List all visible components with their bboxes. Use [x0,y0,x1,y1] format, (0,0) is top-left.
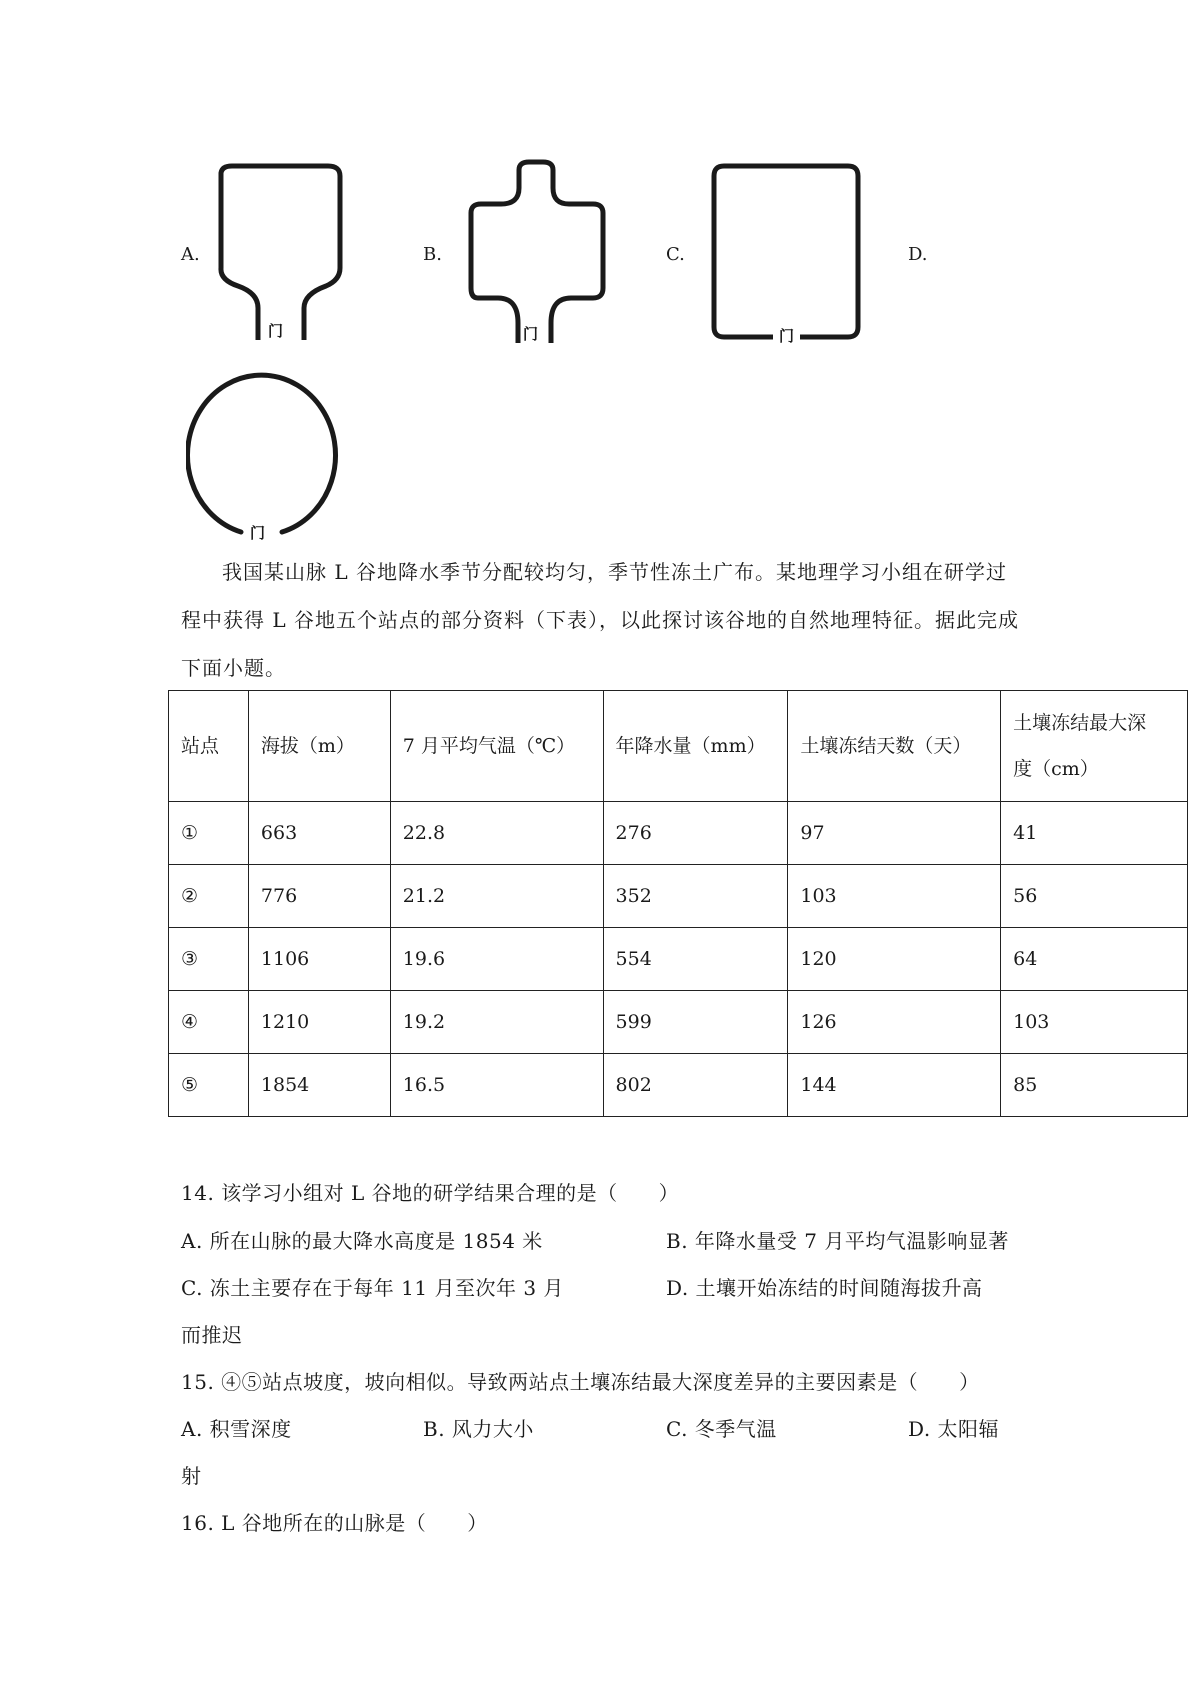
option-d-label: D. [908,244,928,265]
question-16-stem: 16. L 谷地所在的山脉是（ ） [181,1511,488,1535]
table-cell: 21.2 [390,865,603,928]
table-cell: 16.5 [390,1054,603,1117]
table-cell: 352 [603,865,788,928]
option-a-figure [208,158,358,348]
question-15-stem: 15. ④⑤站点坡度，坡向相似。导致两站点土壤冻结最大深度差异的主要因素是（ ） [181,1370,980,1394]
table-cell: 41 [1001,802,1188,865]
table-header: 海拔（m） [248,691,390,802]
option-b-label: B. [423,244,442,265]
table-cell: 802 [603,1054,788,1117]
table-header-row [169,691,1188,802]
passage-line-2: 程中获得 L 谷地五个站点的部分资料（下表），以此探讨该谷地的自然地理特征。据此完成 [181,608,1019,632]
table-cell: ⑤ [169,1054,249,1117]
table-cell: 103 [1001,991,1188,1054]
table-header: 年降水量（mm） [603,691,788,802]
table-cell: 19.2 [390,991,603,1054]
question-14-option-d-continued: 而推迟 [181,1323,243,1347]
table-cell: 97 [788,802,1001,865]
table-header: 土壤冻结天数（天） [788,691,1001,802]
question-15-option-d-continued: 射 [181,1464,202,1488]
table-row [169,1054,1188,1117]
option-d-figure [186,372,346,542]
table-cell: 663 [248,802,390,865]
question-15-option-b: B. 风力大小 [423,1417,534,1441]
option-c-label: C. [666,244,685,265]
passage-line-1: 我国某山脉 L 谷地降水季节分配较均匀，季节性冻土广布。某地理学习小组在研学过 [222,560,1007,584]
door-label: 门 [250,524,266,542]
question-15-option-d: D. 太阳辐 [908,1417,1000,1441]
table-cell: 776 [248,865,390,928]
door-label: 门 [268,322,284,340]
table-cell: 85 [1001,1054,1188,1117]
option-c-figure [708,162,868,352]
table-cell: 599 [603,991,788,1054]
table-cell: 1854 [248,1054,390,1117]
table-cell: 126 [788,991,1001,1054]
question-15-option-c: C. 冬季气温 [666,1417,777,1441]
table-cell: 144 [788,1054,1001,1117]
table-cell: 56 [1001,865,1188,928]
table-cell: 103 [788,865,1001,928]
table-cell: ② [169,865,249,928]
table-cell: 64 [1001,928,1188,991]
table-cell: ④ [169,991,249,1054]
door-label: 门 [523,325,539,343]
table-header: 站点 [169,691,249,802]
passage-line-3: 下面小题。 [181,656,286,680]
table-cell: ③ [169,928,249,991]
station-data-table [168,690,1188,1117]
question-14-option-d: D. 土壤开始冻结的时间随海拔升高 [666,1276,983,1300]
question-14-stem: 14. 该学习小组对 L 谷地的研学结果合理的是（ ） [181,1181,680,1205]
table-cell: 1106 [248,928,390,991]
option-a-label: A. [181,244,200,265]
table-header: 7 月平均气温（℃） [390,691,603,802]
table-header [1001,691,1188,802]
table-cell: 276 [603,802,788,865]
table-row [169,928,1188,991]
table-cell: 22.8 [390,802,603,865]
question-14-option-b: B. 年降水量受 7 月平均气温影响显著 [666,1229,1009,1253]
question-15-option-a: A. 积雪深度 [181,1417,292,1441]
table-cell: 1210 [248,991,390,1054]
table-cell: 120 [788,928,1001,991]
header-line: 度（cm） [1013,758,1099,780]
door-label: 门 [779,327,795,345]
option-b-figure [463,158,613,348]
question-14-option-c: C. 冻土主要存在于每年 11 月至次年 3 月 [181,1276,564,1300]
table-cell: 554 [603,928,788,991]
question-14-option-a: A. 所在山脉的最大降水高度是 1854 米 [181,1229,543,1253]
table-row [169,865,1188,928]
header-line: 土壤冻结最大深 [1013,712,1147,734]
table-row [169,802,1188,865]
table-row [169,991,1188,1054]
table-cell: ① [169,802,249,865]
table-cell: 19.6 [390,928,603,991]
